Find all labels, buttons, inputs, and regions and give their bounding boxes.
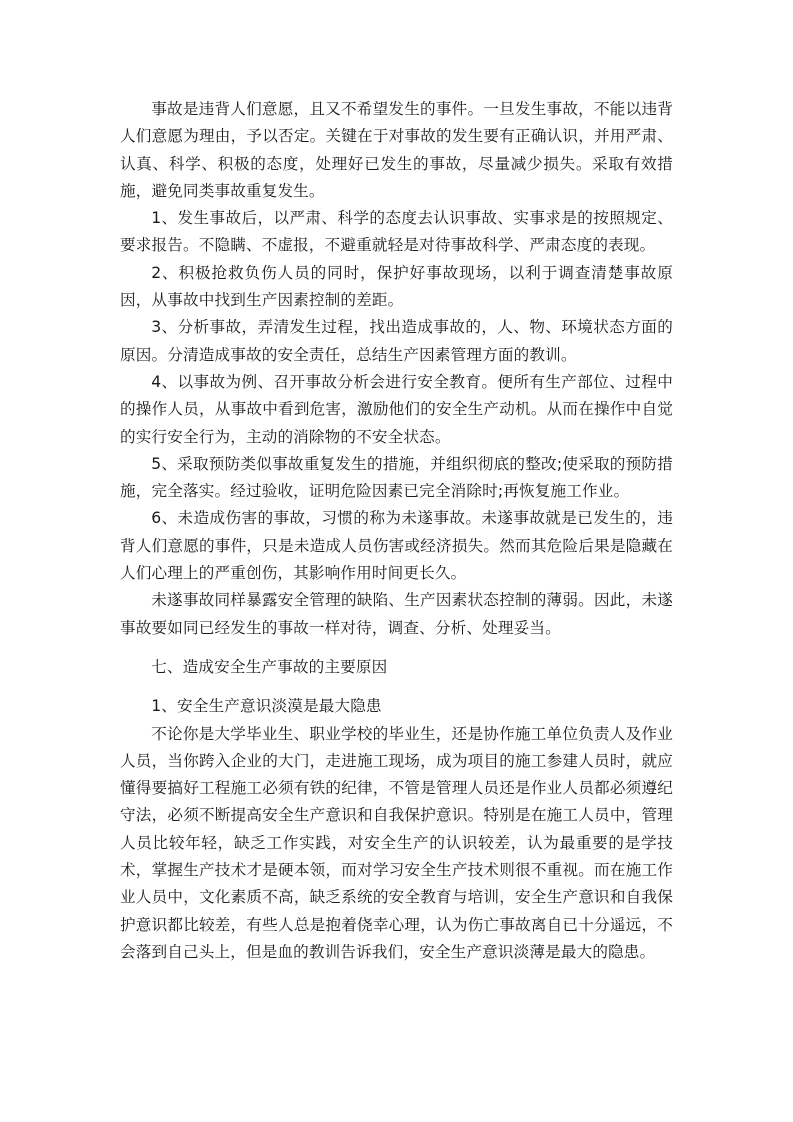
- paragraph-item-3: 3、分析事故，弄清发生过程，找出造成事故的，人、物、环境状态方面的原因。分清造成事故的安全责任，总结生产因素管理方面的教训。: [120, 318, 673, 364]
- paragraph-near-miss: 未遂事故同样暴露安全管理的缺陷、生产因素状态控制的薄弱。因此，未遂事故要如同已经发生的事故一样对待，调查、分析、处理妥当。: [120, 591, 673, 637]
- sub-heading: 1、安全生产意识淡漠是最大隐患: [151, 697, 382, 716]
- section-heading: 七、造成安全生产事故的主要原因: [151, 657, 388, 676]
- paragraph-intro: 事故是违背人们意愿，且又不希望发生的事件。一旦发生事故，不能以违背人们意愿为理由，予以否定。关键在于对事故的发生要有正确认识，并用严肃、认真、科学、积极的态度，处理好已发生的事故，尽量减少损失。采取有效措施，避免同类事故重复发生。: [120, 100, 673, 200]
- paragraph-item-5: 5、采取预防类似事故重复发生的措施，并组织彻底的整改;使采取的预防措施，完全落实。经过验收，证明危险因素已完全消除时;再恢复施工作业。: [120, 454, 673, 501]
- paragraph-item-2: 2、积极抢救负伤人员的同时，保护好事故现场，以利于调查清楚事故原因，从事故中找到生产因素控制的差距。: [120, 263, 673, 310]
- paragraph-item-1: 1、发生事故后，以严肃、科学的态度去认识事故、实事求是的按照规定、要求报告。不隐瞒、不虚报，不避重就轻是对待事故科学、严肃态度的表现。: [120, 209, 673, 255]
- paragraph-item-4: 4、以事故为例、召开事故分析会进行安全教育。便所有生产部位、过程中的操作人员，从事故中看到危害，激励他们的安全生产动机。从而在操作中自觉的实行安全行为，主动的消除物的不安全状态。: [120, 372, 673, 446]
- paragraph-item-6: 6、未造成伤害的事故，习惯的称为未遂事故。未遂事故就是已发生的，违背人们意愿的事件，只是未造成人员伤害或经济损失。然而其危险后果是隐藏在人们心理上的严重创伤，其影响作用时间更长久。: [120, 509, 673, 583]
- document-page: [120, 96, 673, 966]
- paragraph-safety-awareness: 不论你是大学毕业生、职业学校的毕业生，还是协作施工单位负责人及作业人员，当你跨入企业的大门，走进施工现场，成为项目的施工参建人员时，就应懂得要搞好工程施工必须有铁的纪律，不管是管理人员还是作业人员都必须遵纪守法，必须不断提高安全生产意识和自我保护意识。特别是在施工人员中，管理人员比较年轻，缺乏工作实践，对安全生产的认识较差，认为最重要的是学技术，掌握生产技术才是硬本领，而对学习安全生产技术则很不重视。而在施工作业人员中，文化素质不高，缺乏系统的安全教育与培训，安全生产意识和自我保护意识都比较差，有些人总是抱着侥幸心理，认为伤亡事故离自已十分遥远，不会落到自己头上，但是血的教训告诉我们，安全生产意识淡薄是最大的隐患。: [120, 724, 673, 961]
